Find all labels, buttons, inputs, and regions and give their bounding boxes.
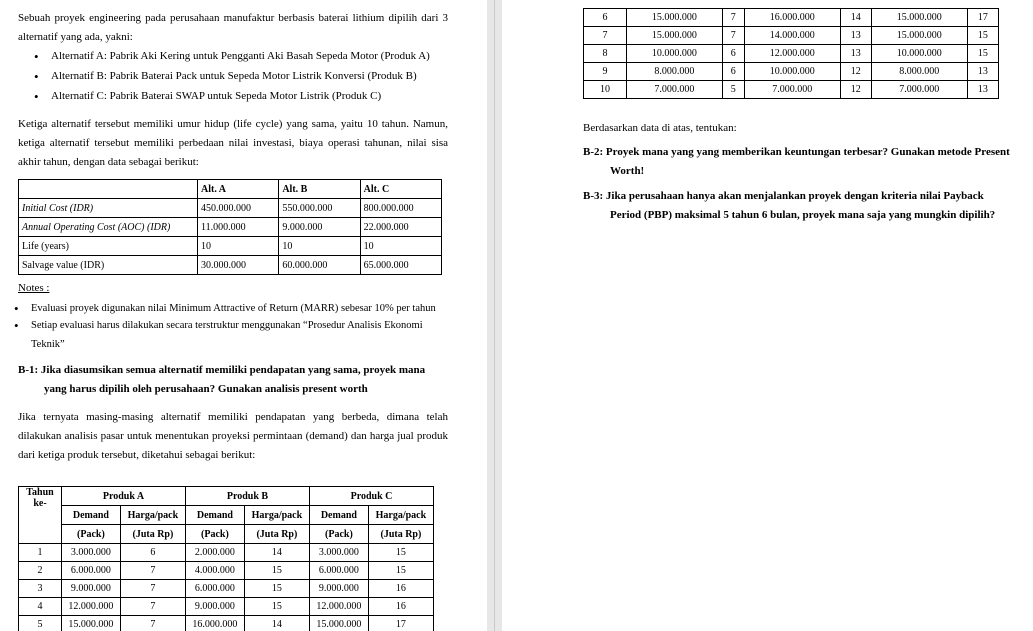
cell-value: 10 [279,237,360,256]
year-cell: 1 [19,544,62,562]
cell-value: 2.000.000 [185,544,244,562]
cell-value: 14.000.000 [744,27,840,45]
table-row [19,256,442,275]
cell-value: 14 [840,9,871,27]
notes-item-marr: • Evaluasi proyek digunakan nilai Minimum Attractive of Return (MARR) sebesar 10% per tahun [31,299,451,318]
year-header: Tahun ke- [19,487,62,544]
year-cell: 6 [584,9,627,27]
cell-value: 22.000.000 [360,218,441,237]
table-row [584,63,999,81]
cell-value: 6.000.000 [185,580,244,598]
cell-value: 7 [120,598,185,616]
cell-value: 12.000.000 [62,598,121,616]
table-row [19,580,434,598]
cell-value: 7.000.000 [744,81,840,99]
cell-value: 13 [840,45,871,63]
year-cell: 9 [584,63,627,81]
cell-value: 800.000.000 [360,199,441,218]
table-row [19,199,442,218]
cell-value: 6.000.000 [309,562,368,580]
cell-value: 15 [967,45,998,63]
cell-value: 7 [120,562,185,580]
table-row [584,9,999,27]
alt-a-header: Alt. A [198,180,279,199]
cell-value: 8.000.000 [627,63,723,81]
cell-value: 15 [967,27,998,45]
intro-paragraph: Sebuah proyek engineering pada perusahaan manufaktur berbasis baterai lithium dipilih dari 3 alternatif yang ada, yakni: [18,12,448,43]
alt-c-header: Alt. C [360,180,441,199]
question-b2-line1: B-2: Proyek mana yang yang memberikan keuntungan terbesar? Gunakan metode Present [583,146,1010,158]
cell-value: 12 [840,81,871,99]
table-row [19,218,442,237]
notes-item-procedure: • Setiap evaluasi harus dilakukan secara terstruktur menggunakan “Prosedur Analisis Ekonomi Teknik” [31,316,451,354]
cell-value: 9.000.000 [185,598,244,616]
unit-header: (Juta Rp) [120,525,185,544]
table-row [19,237,442,256]
cell-value: 10 [360,237,441,256]
product-a-header: Produk A [62,487,186,506]
unit-header: (Pack) [309,525,368,544]
question-b3-line1: B-3: Jika perusahaan hanya akan menjalankan proyek dengan kriteria nilai Payback [583,190,984,202]
cell-value: 15 [368,544,433,562]
table-row [584,81,999,99]
table-row [19,598,434,616]
alternative-a-item: • Alternatif A: Pabrik Aki Kering untuk Pengganti Aki Basah Sepeda Motor (Produk A) [51,47,471,66]
cell-value: 9.000.000 [309,580,368,598]
cell-value: 16 [368,580,433,598]
question-b1-line1: B-1: Jika diasumsikan semua alternatif memiliki pendapatan yang sama, proyek mana [18,364,426,376]
price-header: Harga/pack [244,506,309,525]
question-b1-line2: yang harus dipilih oleh perusahaan? Gunakan analisis present worth [44,383,368,395]
cell-value: 7 [722,27,744,45]
price-header: Harga/pack [120,506,185,525]
cell-value: 15.000.000 [871,9,967,27]
cell-value: 13 [967,63,998,81]
cell-value: 16.000.000 [744,9,840,27]
cell-value: 17 [368,616,433,631]
product-demand-table [18,486,434,631]
cell-value: 6 [722,45,744,63]
row-label: Salvage value (IDR) [19,256,198,275]
cell-value: 12.000.000 [744,45,840,63]
cell-value: 15.000.000 [627,9,723,27]
cell-value: 450.000.000 [198,199,279,218]
cell-value: 65.000.000 [360,256,441,275]
cell-value: 10 [198,237,279,256]
demand-header: Demand [185,506,244,525]
cell-value: 14 [244,544,309,562]
cell-value: 15 [244,580,309,598]
question-b3-line2: Period (PBP) maksimal 5 tahun 6 bulan, proyek mana saja yang mungkin dipilih? [610,209,996,221]
document-page-left [0,0,487,631]
cell-value: 9.000.000 [62,580,121,598]
cell-value: 3.000.000 [309,544,368,562]
cell-value: 30.000.000 [198,256,279,275]
table-row [584,45,999,63]
cell-value: 15.000.000 [627,27,723,45]
cell-value: 15.000.000 [871,27,967,45]
year-cell: 2 [19,562,62,580]
cell-value: 4.000.000 [185,562,244,580]
row-label: Initial Cost (IDR) [19,199,198,218]
year-cell: 5 [19,616,62,631]
cell-value: 16 [368,598,433,616]
year-cell: 8 [584,45,627,63]
unit-header: (Juta Rp) [244,525,309,544]
unit-header: (Pack) [62,525,121,544]
cell-value: 7 [120,580,185,598]
notes-title: Notes : [18,282,50,294]
year-cell: 3 [19,580,62,598]
year-cell: 10 [584,81,627,99]
year-cell: 7 [584,27,627,45]
table-row [19,562,434,580]
price-header: Harga/pack [368,506,433,525]
alternative-b-item: • Alternatif B: Pabrik Baterai Pack untuk Sepeda Motor Listrik Konversi (Produk B) [51,67,471,86]
alt-table-corner [19,180,198,199]
cell-value: 10.000.000 [744,63,840,81]
cell-value: 13 [840,27,871,45]
alt-b-header: Alt. B [279,180,360,199]
row-label: Annual Operating Cost (AOC) (IDR) [19,218,198,237]
unit-header: (Juta Rp) [368,525,433,544]
cell-value: 15.000.000 [62,616,121,631]
cell-value: 6 [120,544,185,562]
cell-value: 15 [244,562,309,580]
cell-value: 6 [722,63,744,81]
cell-value: 10.000.000 [627,45,723,63]
unit-header: (Pack) [185,525,244,544]
cell-value: 7.000.000 [627,81,723,99]
cell-value: 7.000.000 [871,81,967,99]
page-divider [494,0,495,631]
cell-value: 15 [368,562,433,580]
cell-value: 550.000.000 [279,199,360,218]
cell-value: 7 [120,616,185,631]
cell-value: 16.000.000 [185,616,244,631]
cell-value: 6.000.000 [62,562,121,580]
table-row [19,544,434,562]
cell-value: 60.000.000 [279,256,360,275]
cell-value: 15 [244,598,309,616]
demand-header: Demand [62,506,121,525]
demand-paragraph: Jika ternyata masing-masing alternatif memiliki pendapatan yang berbeda, dimana telah dilakukan analisis pasar untuk menentukan proyeksi permintaan (demand) dan harga jual produk dari ketiga produk tersebut, diketahui sebagai berikut: [18,411,448,461]
cell-value: 14 [244,616,309,631]
year-cell: 4 [19,598,62,616]
alternatives-table [18,179,442,275]
cell-value: 7 [722,9,744,27]
cell-value: 13 [967,81,998,99]
cell-value: 15.000.000 [309,616,368,631]
alternative-c-item: • Alternatif C: Pabrik Baterai SWAP untuk Sepeda Motor Listrik (Produk C) [51,87,471,106]
product-c-header: Produk C [309,487,433,506]
question-b2-line2: Worth! [610,165,645,177]
product-b-header: Produk B [185,487,309,506]
row-label: Life (years) [19,237,198,256]
table-row [19,616,434,631]
cell-value: 11.000.000 [198,218,279,237]
table-row [584,27,999,45]
cell-value: 9.000.000 [279,218,360,237]
demand-header: Demand [309,506,368,525]
cell-value: 5 [722,81,744,99]
right-intro: Berdasarkan data di atas, tentukan: [583,122,737,134]
cell-value: 3.000.000 [62,544,121,562]
cell-value: 12.000.000 [309,598,368,616]
document-page-right [502,0,1033,631]
cell-value: 8.000.000 [871,63,967,81]
cell-value: 12 [840,63,871,81]
lifecycle-paragraph: Ketiga alternatif tersebut memiliki umur hidup (life cycle) yang sama, yaitu 10 tahun. Namun, ketiga alternatif tersebut memiliki perbedaan nilai investasi, biaya operasi tahunan, nilai sisa akhir tahun, dengan data sebagai berikut: [18,118,448,168]
product-demand-table-continued [583,8,999,99]
cell-value: 10.000.000 [871,45,967,63]
cell-value: 17 [967,9,998,27]
